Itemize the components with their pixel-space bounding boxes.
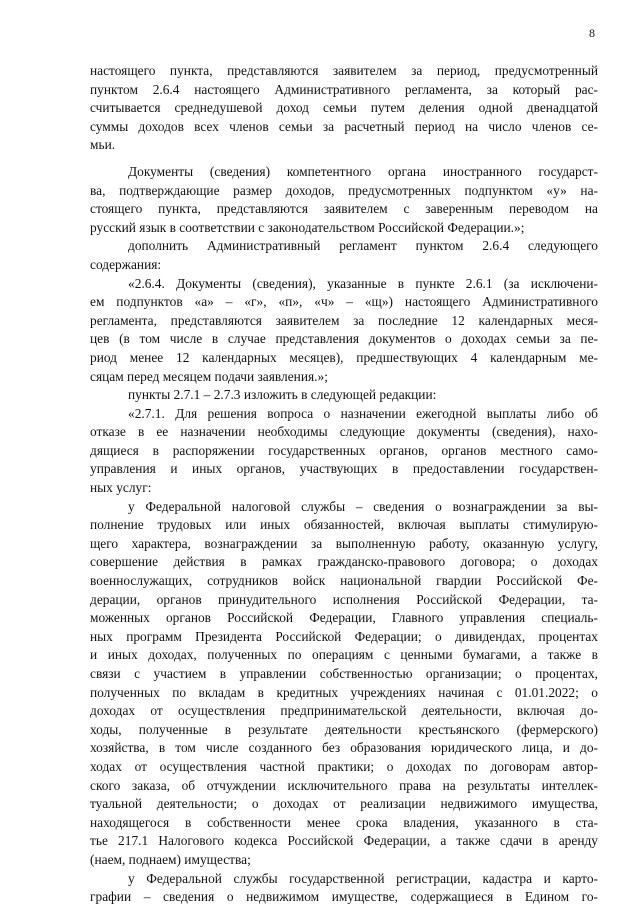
paragraph (90, 386, 598, 405)
text-line: сяцам перед месяцем подачи заявления.»; (90, 368, 328, 384)
text-line: у Федеральной службы государственной регистрации, кадастра и карто- (128, 870, 598, 886)
text-line: и иных доходах, полученных по операциям с ценными бумагами, а также в (90, 647, 598, 663)
text-line: графии – сведения о недвижимом имуществе, содержащиеся в Едином го- (90, 889, 598, 905)
text-line: настоящего пункта, представляются заявителем за период, предусмотренный (90, 63, 598, 78)
text-line: русский язык в соответствии с законодательством Российской Федерации.»; (90, 219, 525, 235)
paragraph (90, 62, 598, 155)
paragraph (90, 405, 598, 498)
text-line: ных программ Президента Российской Федерации; о дивидендах, процентах (90, 628, 598, 644)
page-number: 8 (589, 26, 595, 40)
text-line: мьи. (90, 137, 116, 153)
text-line: находящегося в собственности менее срока владения, указанного в ста- (90, 814, 598, 830)
text-line: считывается среднедушевой доход семьи путем деления одной двенадцатой (90, 100, 598, 116)
text-line: (наем, поднаем) имущества; (90, 851, 251, 867)
text-line: «2.6.4. Документы (сведения), указанные в пункте 2.6.1 (за исключени- (128, 275, 598, 291)
text-line: щего характера, вознаграждении за выполненную работу, оказанную услугу, (90, 535, 598, 551)
paragraph (90, 870, 598, 907)
text-line: Документы (сведения) компетентного органа иностранного государст- (128, 163, 598, 179)
text-line: полнение трудовых или иных обязанностей, включая выплаты стимулирую- (90, 517, 598, 533)
text-line: военнослужащих, сотрудников войск национальной гвардии Российской Фе- (90, 573, 598, 589)
text-line: цев (в том числе в случае представления документов о доходах семьи за пе- (90, 331, 598, 347)
text-line: содержания: (90, 256, 162, 272)
paragraph-gap (90, 155, 598, 163)
text-line: «2.7.1. Для решения вопроса о назначении ежегодной выплаты либо об (128, 405, 598, 421)
text-line: доходах от осуществления предпринимательской деятельности, включая до- (90, 703, 598, 719)
text-line: туальной деятельности; о доходах от реализации недвижимого имущества, (90, 796, 598, 812)
text-line: совершение действия в рамках гражданско-правового договора; о доходах (90, 554, 598, 570)
text-line: ных услуг: (90, 480, 152, 496)
text-line: дящиеся в распоряжении государственных органов, органов местного само- (90, 442, 598, 458)
text-line: ходы, полученные в результате деятельности крестьянского (фермерского) (90, 721, 598, 737)
text-line: дополнить Административный регламент пунктом 2.6.4 следующего (128, 238, 598, 254)
text-line: регламента, представляются заявителем за последние 12 календарных меся- (90, 312, 598, 328)
text-line: управления и иных органов, участвующих в предоставлении государствен- (90, 461, 598, 477)
text-line: пунктом 2.6.4 настоящего Административного регламента, за который рас- (90, 81, 598, 97)
paragraph (90, 498, 598, 870)
text-line: отказе в ее назначении необходимы следующие документы (сведения), нахо- (90, 424, 598, 440)
text-line: стоящего пункта, представляются заявителем с заверенным переводом на (90, 201, 598, 217)
text-line: ва, подтверждающие размер доходов, предусмотренных подпунктом «у» на- (90, 182, 598, 198)
text-line: полученных по вкладам в кредитных учреждениях начиная с 01.01.2022; о (90, 684, 598, 700)
text-line: тье 217.1 Налогового кодекса Российской Федерации, а также сдачи в аренду (90, 833, 598, 849)
paragraph (90, 163, 598, 237)
text-line: суммы доходов всех членов семьи за расчетный период на число членов се- (90, 118, 598, 134)
document-body (90, 62, 598, 907)
text-line: пункты 2.7.1 – 2.7.3 изложить в следующей редакции: (128, 387, 437, 403)
paragraph (90, 275, 598, 387)
text-line: у Федеральной налоговой службы – сведения о вознаграждении за вы- (128, 498, 598, 514)
paragraph (90, 237, 598, 274)
text-line: дерации, органов принудительного исполнения Российской Федерации, та- (90, 591, 598, 607)
text-line: связи с участием в управлении собственностью организации; о процентах, (90, 666, 598, 681)
text-line: моженных органов Российской Федерации, Главного управления специаль- (90, 610, 598, 626)
text-line: хозяйства, в том числе созданного без образования юридического лица, и до- (90, 740, 598, 756)
text-line: ем подпунктов «а» – «г», «п», «ч» – «щ») настоящего Административного (90, 294, 598, 310)
text-line: ходах от осуществления частной практики; о доходах по договорам автор- (90, 758, 598, 774)
text-line: риод менее 12 календарных месяцев), предшествующих 4 календарным ме- (90, 349, 598, 365)
text-line: ского заказа, об отчуждении исключительного права на результаты интеллек- (90, 777, 598, 793)
